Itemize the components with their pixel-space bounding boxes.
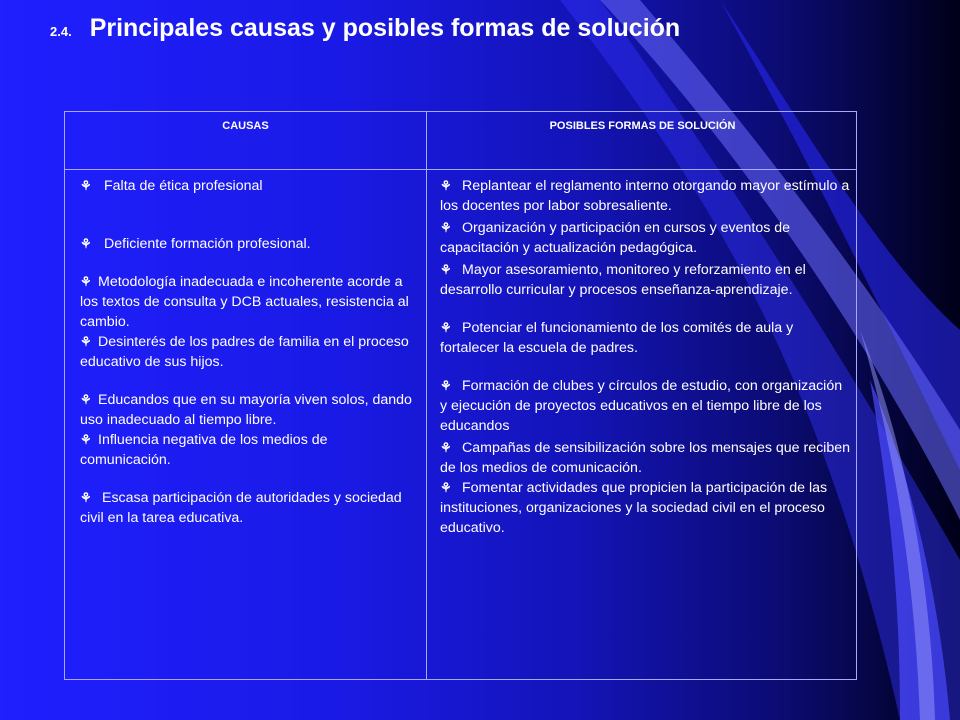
causes-header: CAUSAS (222, 120, 269, 132)
crossed-scroll-icon: ⚘ (440, 220, 452, 235)
cause-text: Educandos que en su mayoría viven solos, dando uso inadecuado al tiempo libre. (80, 392, 412, 428)
cause-item (80, 488, 415, 528)
solutions-column (440, 176, 850, 538)
crossed-scroll-icon: ⚘ (80, 392, 92, 407)
cause-text: Metodología inadecuada e incoherente acorde a los textos de consulta y DCB actuales, resistencia al cambio. (80, 274, 409, 330)
cause-text: Falta de ética profesional (104, 178, 263, 194)
crossed-scroll-icon: ⚘ (440, 178, 452, 193)
cause-item (80, 390, 415, 430)
crossed-scroll-icon: ⚘ (80, 274, 92, 289)
header-divider (65, 169, 856, 170)
crossed-scroll-icon: ⚘ (80, 490, 92, 505)
cause-item (80, 430, 415, 470)
solution-item (440, 478, 850, 538)
crossed-scroll-icon: ⚘ (440, 378, 452, 393)
section-number: 2.4. (50, 24, 72, 39)
solution-text: Campañas de sensibilización sobre los mensajes que reciben de los medios de comunicación. (440, 440, 851, 476)
solution-item (440, 218, 850, 258)
slide-header (50, 14, 680, 43)
cause-text: Escasa participación de autoridades y sociedad civil en la tarea educativa. (80, 490, 402, 526)
solution-item (440, 176, 850, 216)
causes-column (80, 176, 415, 528)
column-divider (426, 112, 427, 679)
crossed-scroll-icon: ⚘ (440, 262, 452, 277)
cause-item (80, 272, 415, 332)
solutions-header: POSIBLES FORMAS DE SOLUCIÓN (549, 120, 736, 132)
crossed-scroll-icon: ⚘ (80, 236, 92, 251)
solution-item (440, 376, 850, 436)
crossed-scroll-icon: ⚘ (440, 320, 452, 335)
solution-text: Potenciar el funcionamiento de los comités de aula y fortalecer la escuela de padres. (440, 320, 794, 356)
slide-title: Principales causas y posibles formas de solución (89, 14, 681, 42)
solution-item (440, 318, 850, 358)
cause-text: Desinterés de los padres de familia en el proceso educativo de sus hijos. (80, 334, 409, 370)
cause-item (80, 332, 415, 372)
crossed-scroll-icon: ⚘ (440, 440, 452, 455)
solution-item (440, 438, 850, 478)
solution-text: Replantear el reglamento interno otorgando mayor estímulo a los docentes por labor sobresaliente. (440, 178, 850, 214)
crossed-scroll-icon: ⚘ (440, 480, 452, 495)
cause-item (80, 176, 415, 196)
solution-item (440, 260, 850, 300)
solution-text: Mayor asesoramiento, monitoreo y reforzamiento en el desarrollo curricular y procesos enseñanza-aprendizaje. (440, 262, 806, 298)
cause-item (80, 234, 415, 254)
cause-text: Influencia negativa de los medios de comunicación. (80, 432, 328, 468)
cause-text: Deficiente formación profesional. (104, 236, 311, 252)
solution-text: Organización y participación en cursos y eventos de capacitación y actualización pedagógica. (440, 220, 791, 256)
solution-text: Fomentar actividades que propicien la participación de las instituciones, organizaciones y la sociedad civil en el proceso educativo. (440, 480, 828, 536)
crossed-scroll-icon: ⚘ (80, 334, 92, 349)
solution-text: Formación de clubes y círculos de estudio, con organización y ejecución de proyectos educativos en el tiempo libre de los educandos (440, 378, 843, 434)
crossed-scroll-icon: ⚘ (80, 432, 92, 447)
causes-solutions-table (64, 111, 857, 680)
crossed-scroll-icon: ⚘ (80, 178, 92, 193)
